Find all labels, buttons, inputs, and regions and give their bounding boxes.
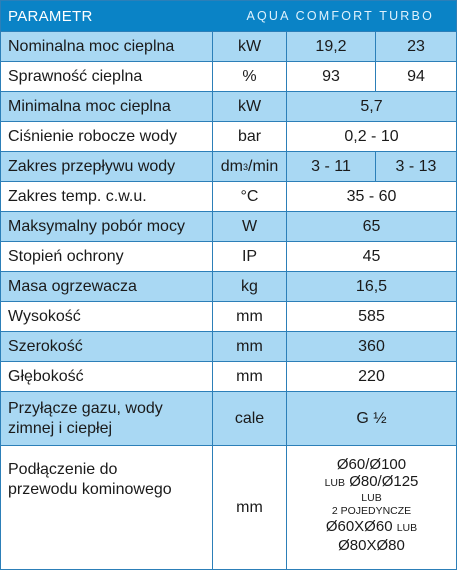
param-value: 65 — [362, 217, 381, 235]
param-label: Ciśnienie robocze wody — [1, 122, 213, 151]
param-unit: mm — [213, 446, 287, 569]
param-value-2: 3 - 13 — [395, 157, 437, 175]
table-row — [1, 272, 456, 302]
param-label: Minimalna moc cieplna — [1, 92, 213, 121]
or-label: LUB — [361, 492, 382, 504]
param-value-1: 93 — [287, 62, 376, 91]
param-value: G ½ — [356, 409, 387, 427]
table-row — [1, 182, 456, 212]
param-value: 35 - 60 — [346, 187, 397, 205]
param-value: 16,5 — [355, 277, 388, 295]
param-label: Zakres temp. c.w.u. — [1, 182, 213, 211]
param-value: 585 — [358, 307, 385, 325]
param-value: 5,7 — [360, 97, 383, 115]
brand-name: AQUA COMFORT TURBO — [246, 9, 434, 23]
param-unit: °C — [213, 182, 287, 211]
param-label — [1, 392, 213, 445]
or-label: LUB — [324, 477, 346, 489]
table-row — [1, 152, 456, 182]
flue-option-1: Ø60/Ø100 — [336, 456, 407, 473]
table-row — [1, 362, 456, 392]
param-value — [287, 446, 456, 569]
table-row — [1, 242, 456, 272]
param-unit: kW — [213, 32, 287, 61]
param-label: Zakres przepływu wody — [1, 152, 213, 181]
flue-option-2-value: Ø80/Ø125 — [349, 473, 419, 490]
param-label: Masa ogrzewacza — [1, 272, 213, 301]
param-value-1: 3 - 11 — [287, 152, 376, 181]
table-row — [1, 32, 456, 62]
param-value-2: 23 — [407, 37, 425, 55]
flue-option-4: Ø80XØ80 — [338, 537, 405, 554]
table-row — [1, 332, 456, 362]
param-value: 45 — [362, 247, 381, 265]
table-row — [1, 122, 456, 152]
flue-option-2 — [325, 473, 419, 492]
param-value: 0,2 - 10 — [344, 127, 399, 145]
table-row — [1, 446, 456, 569]
param-unit: mm — [213, 302, 287, 331]
param-label — [1, 446, 213, 569]
param-unit: dm 3 /min — [213, 152, 287, 181]
flue-option-separate: 2 POJEDYNCZE — [331, 505, 412, 517]
param-unit: mm — [213, 332, 287, 361]
param-unit: W — [213, 212, 287, 241]
param-value-2: 94 — [407, 67, 425, 85]
param-label: Sprawność cieplna — [1, 62, 213, 91]
table-row — [1, 92, 456, 122]
unit-tail: /min — [248, 157, 279, 175]
table-header — [1, 1, 456, 32]
param-label: Stopień ochrony — [1, 242, 213, 271]
unit-base: dm — [220, 157, 243, 175]
param-label: Szerokość — [1, 332, 213, 361]
header-title: PARAMETR — [8, 7, 93, 25]
param-label-line: przewodu kominowego — [8, 481, 172, 498]
table-row — [1, 302, 456, 332]
param-value: 220 — [358, 367, 385, 385]
param-label: Nominalna moc cieplna — [1, 32, 213, 61]
param-label-line: Przyłącze gazu, wody — [8, 399, 163, 417]
param-unit: mm — [213, 362, 287, 391]
param-unit: bar — [213, 122, 287, 151]
flue-option-3 — [326, 518, 417, 537]
param-label: Maksymalny pobór mocy — [1, 212, 213, 241]
param-value: 360 — [358, 337, 385, 355]
table-row — [1, 62, 456, 92]
param-unit: % — [213, 62, 287, 91]
param-label-line: Podłączenie do — [8, 461, 118, 478]
param-unit: kg — [213, 272, 287, 301]
param-label: Wysokość — [1, 302, 213, 331]
param-value-1: 19,2 — [287, 32, 376, 61]
table-row — [1, 392, 456, 446]
param-unit: kW — [213, 92, 287, 121]
param-unit: cale — [213, 392, 287, 445]
flue-option-3-value: Ø60XØ60 — [325, 518, 393, 535]
param-label-line: zimnej i ciepłej — [8, 419, 113, 437]
table-row — [1, 212, 456, 242]
param-unit: IP — [213, 242, 287, 271]
param-label: Głębokość — [1, 362, 213, 391]
or-label: LUB — [396, 522, 418, 534]
